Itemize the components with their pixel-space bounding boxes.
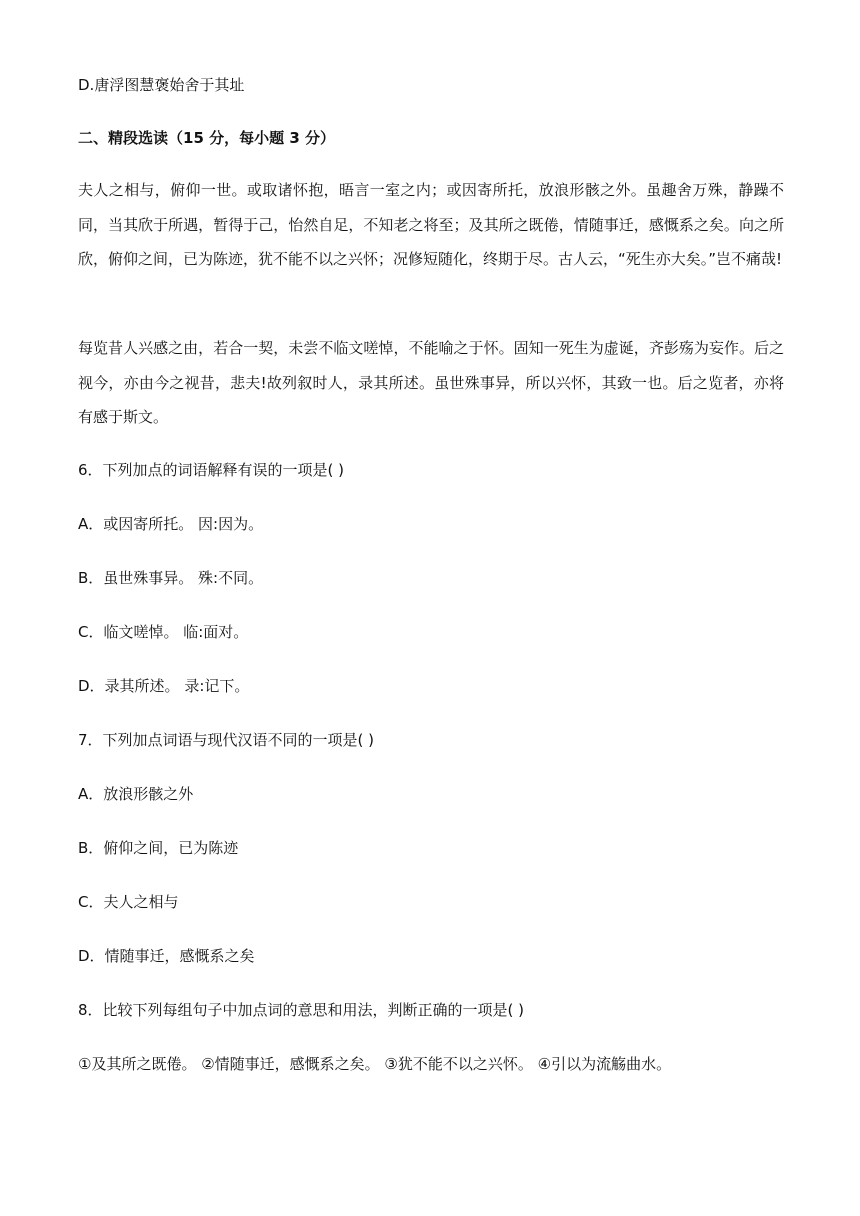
passage-paragraph-1: 夫人之相与，俯仰一世。或取诸怀抱，晤言一室之内；或因寄所托，放浪形骸之外。虽趣舍万殊，静躁不同，当其欣于所遇，暂得于己，怡然自足，不知老之将至；及其所之既倦，情随事迁，感慨系之矣。向之所欣，俯仰之间，已为陈迹，犹不能不以之兴怀；况修短随化，终期于尽。古人云，“死生亦大矣。”岂不痛哉!: [78, 181, 784, 268]
question-6-stem: 6．下列加点的词语解释有误的一项是( ): [78, 461, 345, 479]
question-7-option-d: D．情随事迁，感慨系之矣: [78, 947, 255, 965]
question-7-stem: 7．下列加点词语与现代汉语不同的一项是( ): [78, 731, 375, 749]
question-8-sentences: ①及其所之既倦。 ②情随事迁，感慨系之矣。 ③犹不能不以之兴怀。 ④引以为流觞曲水。: [78, 1055, 672, 1073]
question-6-option-a: A．或因寄所托。 因:因为。: [78, 515, 264, 533]
section-heading: 二、精段选读（15 分，每小题 3 分）: [78, 129, 335, 147]
question-6-option-d: D．录其所述。 录:记下。: [78, 677, 250, 695]
question-6-option-b: B．虽世殊事异。 殊:不同。: [78, 569, 264, 587]
question-8-stem: 8．比较下列每组句子中加点词的意思和用法，判断正确的一项是( ): [78, 1001, 525, 1019]
option-d-previous: D.唐浮图慧褒始舍于其址: [78, 76, 245, 94]
question-7-option-c: C．夫人之相与: [78, 893, 179, 911]
passage-paragraph-2: 每览昔人兴感之由，若合一契，未尝不临文嗟悼，不能喻之于怀。固知一死生为虚诞，齐彭殇为妄作。后之视今，亦由今之视昔，悲夫!故列叙时人，录其所述。虽世殊事异，所以兴怀，其致一也。后之览者，亦将有感于斯文。: [78, 339, 784, 426]
question-6-option-c: C．临文嗟悼。 临:面对。: [78, 623, 249, 641]
question-7-option-a: A．放浪形骸之外: [78, 785, 194, 803]
question-7-option-b: B．俯仰之间，已为陈迹: [78, 839, 239, 857]
